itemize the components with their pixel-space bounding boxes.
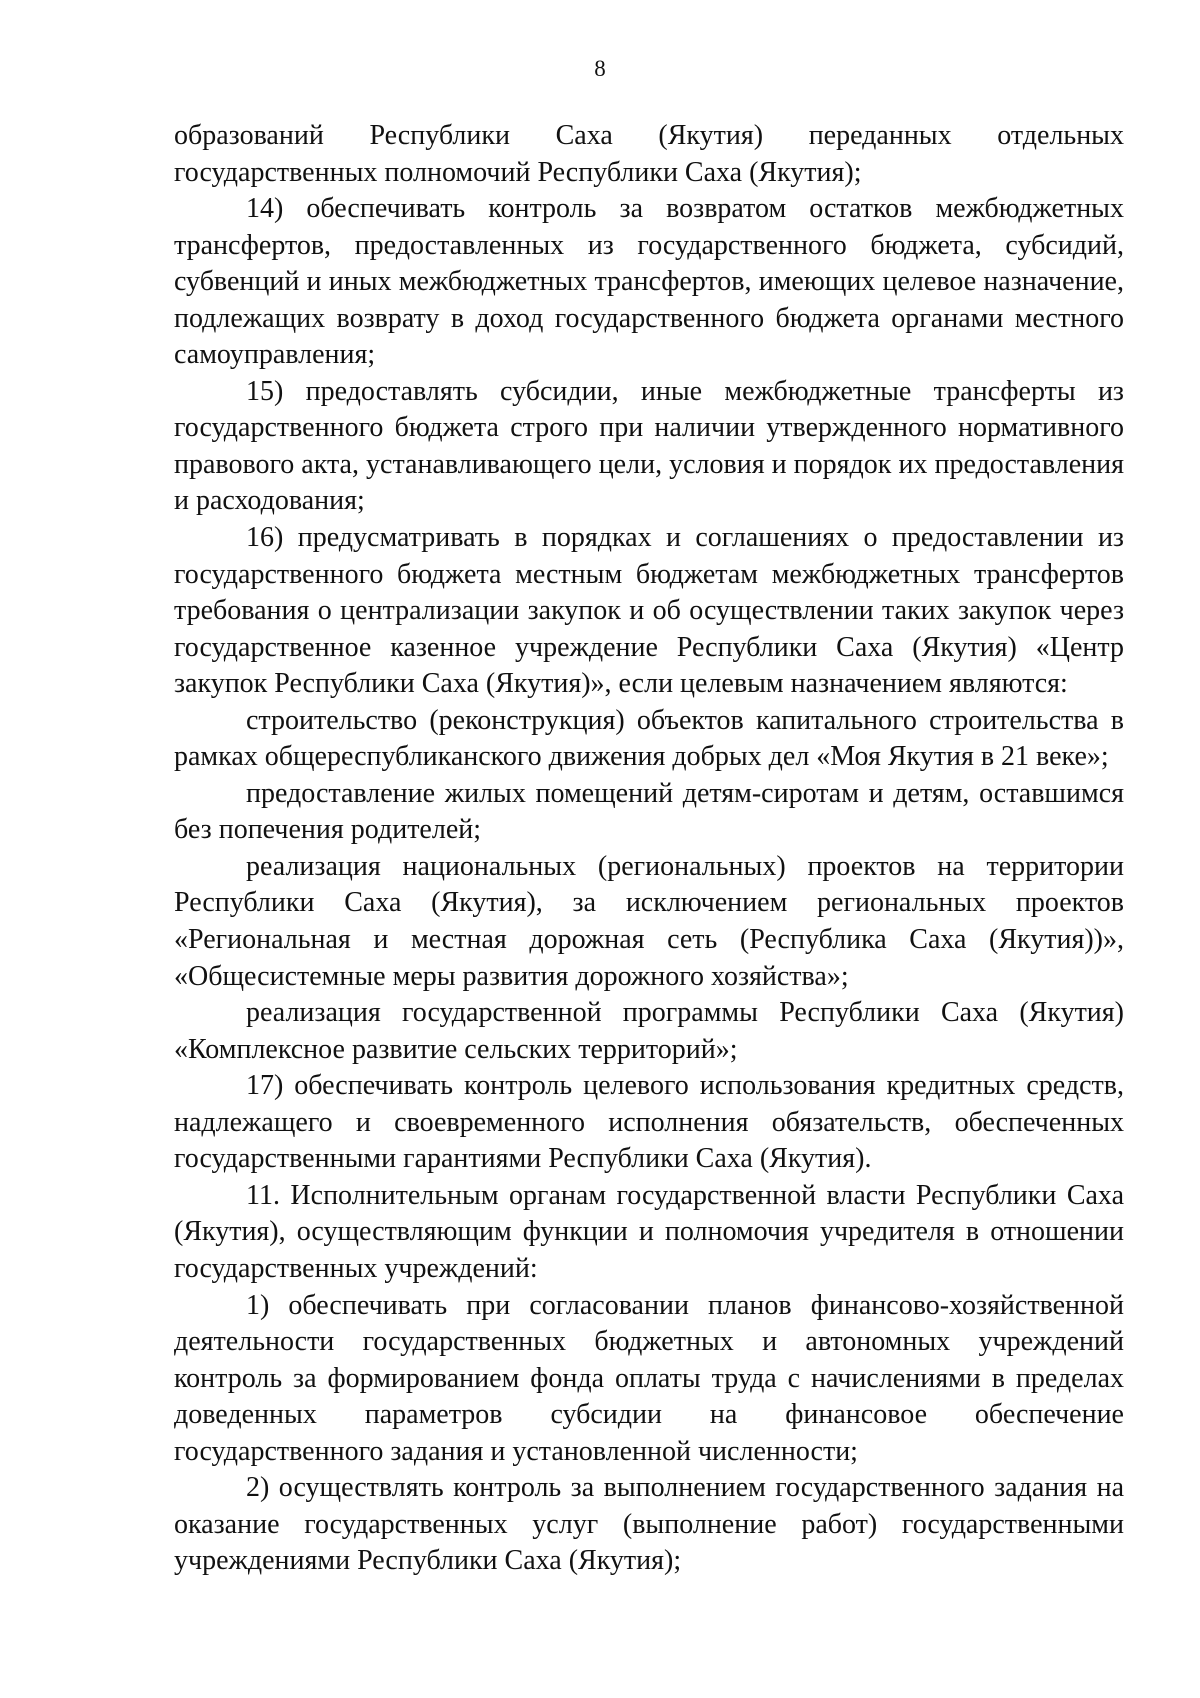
paragraph-subitem-national-projects: реализация национальных (региональных) проектов на территории Республики Саха (Якутия), за исключением региональных проектов «Региональная и местная дорожная сеть (Республика Саха (Якутия))», «Общесистемные меры развития дорожного хозяйства»; <box>174 850 1124 992</box>
paragraph-item-16: 16) предусматривать в порядках и соглашениях о предоставлении из государственного бюджета местным бюджетам межбюджетных трансфертов требования о централизации закупок и об осуществлении таких закупок через государственное казенное учреждение Республики Саха (Якутия) «Центр закупок Республики Саха (Якутия)», если целевым назначением являются: <box>174 522 1124 700</box>
document-body <box>174 118 1124 1580</box>
paragraph-item-14: 14) обеспечивать контроль за возвратом остатков межбюджетных трансфертов, предоставленных из государственного бюджета, субсидий, субвенций и иных межбюджетных трансфертов, имеющих целевое назначение, подлежащих возврату в доход государственного бюджета органами местного самоуправления; <box>174 193 1124 371</box>
paragraph-item-17: 17) обеспечивать контроль целевого использования кредитных средств, надлежащего и своевременного исполнения обязательств, обеспеченных государственными гарантиями Республики Саха (Якутия). <box>174 1070 1124 1175</box>
paragraph-subitem-state-program: реализация государственной программы Республики Саха (Якутия) «Комплексное развитие сельских территорий»; <box>174 997 1124 1065</box>
page-number: 8 <box>594 56 606 81</box>
paragraph-item-15: 15) предоставлять субсидии, иные межбюджетные трансферты из государственного бюджета строго при наличии утвержденного нормативного правового акта, устанавливающего цели, условия и порядок их предоставления и расходования; <box>174 375 1124 517</box>
paragraph-section-11-item-2: 2) осуществлять контроль за выполнением государственного задания на оказание государственных услуг (выполнение работ) государственными учреждениями Республики Саха (Якутия); <box>174 1472 1124 1577</box>
paragraph-section-11-item-1: 1) обеспечивать при согласовании планов финансово-хозяйственной деятельности государственных бюджетных и автономных учреждений контроль за формированием фонда оплаты труда с начислениями в пределах доведенных параметров субсидии на финансовое обеспечение государственного задания и установленной численности; <box>174 1289 1124 1467</box>
paragraph-subitem-construction: строительство (реконструкция) объектов капитального строительства в рамках общереспубликанского движения добрых дел «Моя Якутия в 21 веке»; <box>174 704 1124 773</box>
paragraph-subitem-housing: предоставление жилых помещений детям-сиротам и детям, оставшимся без попечения родителей; <box>174 777 1124 846</box>
paragraph-section-11: 11. Исполнительным органам государственной власти Республики Саха (Якутия), осуществляющим функции и полномочия учредителя в отношении государственных учреждений: <box>174 1179 1124 1284</box>
paragraph-continuation: образований Республики Саха (Якутия) переданных отдельных государственных полномочий Республики Саха (Якутия); <box>174 120 1124 188</box>
